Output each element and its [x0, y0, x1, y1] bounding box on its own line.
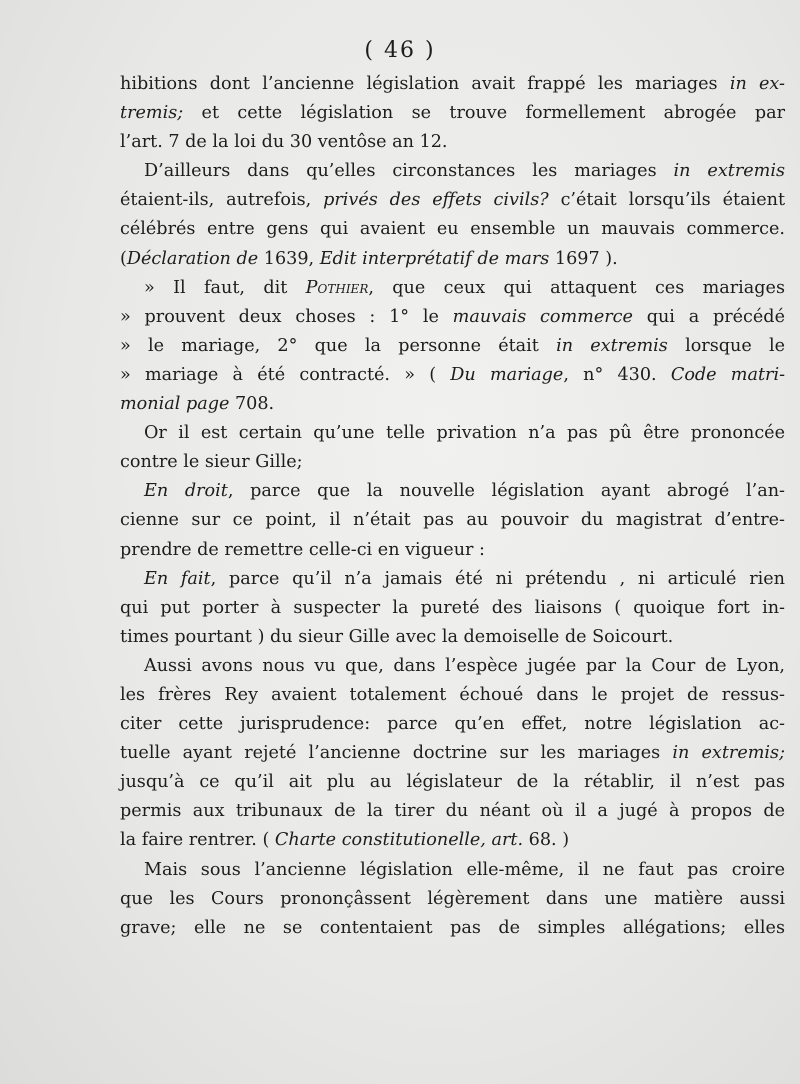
- text-run: cienne sur ce point, il n’était pas au pouvoir du magistrat d’entre-: [120, 510, 785, 531]
- italic-text: privés des effets civils?: [323, 190, 549, 211]
- text-run: c’était lorsqu’ils étaient: [548, 190, 786, 211]
- text-run: l’art. 7 de la loi du 30 ventôse an 12.: [120, 132, 448, 153]
- text-run: 1697 ).: [549, 248, 618, 269]
- text-run: qui put porter à suspecter la pureté des liaisons ( quoique fort in-: [120, 597, 785, 618]
- italic-text: in extremis: [556, 335, 668, 356]
- text-line: [120, 70, 785, 99]
- italic-text: tremis;: [120, 103, 184, 124]
- text-run: , parce que la nouvelle législation ayant abrogé l’an-: [227, 481, 785, 502]
- text-line: [120, 797, 785, 826]
- text-run: Or il est certain qu’une telle privation n’a pas pû être prononcée: [144, 423, 785, 444]
- text-run: lorsque le: [667, 335, 785, 356]
- text-run: contre le sieur Gille;: [120, 452, 303, 473]
- text-line: [120, 681, 785, 710]
- text-line: [120, 914, 785, 943]
- text-run: » prouvent deux choses : 1° le: [120, 306, 453, 327]
- text-line: [120, 419, 785, 448]
- text-run: tuelle ayant rejeté l’ancienne doctrine sur les mariages: [120, 743, 673, 764]
- text-line: [120, 506, 785, 535]
- body-text: [120, 70, 785, 943]
- text-run: times pourtant ) du sieur Gille avec la demoiselle de Soicourt.: [120, 626, 674, 647]
- text-line: [120, 565, 785, 594]
- text-line: [120, 710, 785, 739]
- text-run: prendre de remettre celle-ci en vigueur :: [120, 539, 485, 560]
- italic-text: Charte constitutionelle, art.: [274, 830, 524, 851]
- page-number: ( 46 ): [364, 38, 436, 63]
- text-line: [120, 739, 785, 768]
- text-run: jusqu’à ce qu’il ait plu au législateur de la rétablir, il n’est pas: [120, 772, 785, 793]
- italic-text: Pothier: [305, 277, 369, 298]
- italic-text: monial page: [120, 394, 230, 415]
- text-run: et cette législation se trouve formellement abrogée par: [183, 103, 785, 124]
- italic-text: Déclaration de: [126, 248, 259, 269]
- text-run: , n° 430.: [563, 364, 671, 385]
- text-line: [120, 390, 785, 419]
- text-line: [120, 856, 785, 885]
- text-run: 68. ): [523, 830, 570, 851]
- text-line: [120, 536, 785, 565]
- text-line: [120, 245, 785, 274]
- text-run: qui a précédé: [632, 306, 785, 327]
- text-run: permis aux tribunaux de la tirer du néant où il a jugé à propos de: [120, 801, 785, 822]
- text-line: [120, 157, 785, 186]
- italic-text: Edit interprétatif de mars: [319, 248, 550, 269]
- text-line: [120, 332, 785, 361]
- text-run: (: [120, 248, 127, 269]
- italic-text: En droit: [144, 481, 228, 502]
- text-run: D’ailleurs dans qu’elles circonstances les mariages: [144, 161, 674, 182]
- text-run: hibitions dont l’ancienne législation avait frappé les mariages: [120, 74, 730, 94]
- text-run: la faire rentrer. (: [120, 830, 275, 851]
- text-line: [120, 361, 785, 390]
- text-line: [120, 594, 785, 623]
- text-run: que les Cours prononçâssent légèrement dans une matière aussi: [120, 888, 785, 909]
- text-line: [120, 623, 785, 652]
- text-line: [120, 215, 785, 244]
- text-line: [120, 448, 785, 477]
- text-run: , que ceux qui attaquent ces mariages: [368, 277, 785, 298]
- italic-text: in ex-: [729, 74, 785, 94]
- text-run: » le mariage, 2° que la personne était: [120, 335, 557, 356]
- text-run: célébrés entre gens qui avaient eu ensemble un mauvais commerce.: [120, 219, 785, 240]
- italic-text: in extremis: [673, 161, 785, 182]
- italic-text: Code matri-: [670, 364, 786, 385]
- text-run: Mais sous l’ancienne législation elle-même, il ne faut pas croire: [144, 859, 785, 880]
- text-run: étaient-ils, autrefois,: [120, 190, 324, 211]
- text-line: [120, 768, 785, 797]
- text-run: citer cette jurisprudence: parce qu’en effet, notre législation ac-: [120, 714, 785, 735]
- text-line: [120, 885, 785, 914]
- text-run: les frères Rey avaient totalement échoué dans le projet de ressus-: [120, 684, 785, 705]
- italic-text: mauvais commerce: [452, 306, 633, 327]
- text-run: » mariage à été contracté. » (: [120, 364, 451, 385]
- text-run: 708.: [229, 394, 275, 415]
- text-line: [120, 477, 785, 506]
- italic-text: Du mariage: [450, 364, 564, 385]
- text-run: 1639,: [258, 248, 320, 269]
- italic-text: En fait: [144, 568, 211, 589]
- italic-text: in extremis;: [672, 743, 786, 764]
- text-run: grave; elle ne se contentaient pas de simples allégations; elles: [120, 917, 785, 938]
- text-line: [120, 99, 785, 128]
- text-line: [120, 274, 785, 303]
- text-line: [120, 186, 785, 215]
- text-line: [120, 826, 785, 855]
- text-line: [120, 128, 785, 157]
- text-run: » Il faut, dit: [144, 277, 306, 298]
- text-run: , parce qu’il n’a jamais été ni prétendu , ni articulé rien: [210, 568, 785, 589]
- text-line: [120, 303, 785, 332]
- text-run: Aussi avons nous vu que, dans l’espèce jugée par la Cour de Lyon,: [144, 655, 785, 676]
- text-line: [120, 652, 785, 681]
